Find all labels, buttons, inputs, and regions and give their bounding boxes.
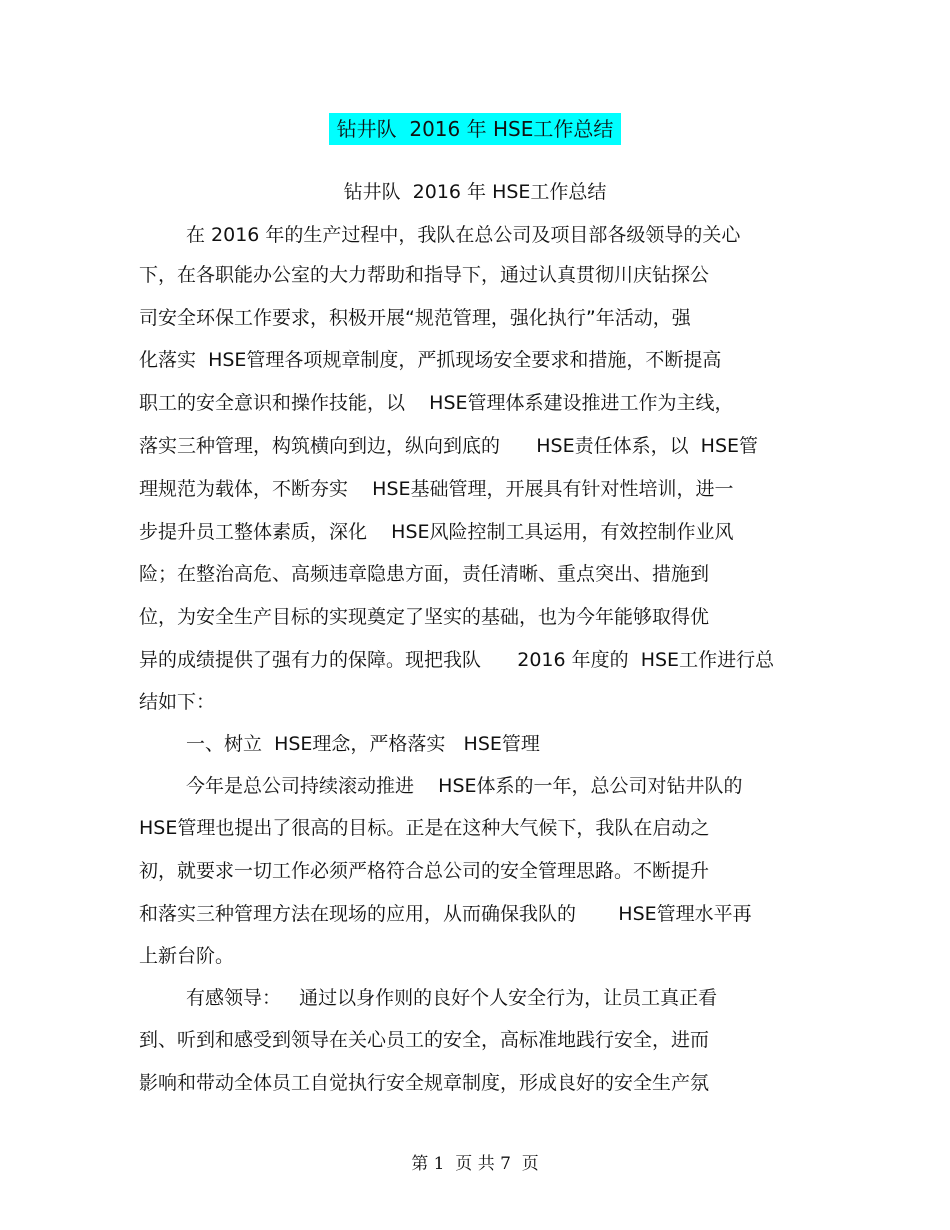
paragraph-line: 在 2016 年的生产过程中，我队在总公司及项目部各级领导的关心 [186,224,741,246]
paragraph-line: 和落实三种管理方法在现场的应用，从而确保我队的 HSE管理水平再 [139,903,752,925]
paragraph-line: 步提升员工整体素质，深化 HSE风险控制工具运用，有效控制作业风 [139,521,734,543]
page-footer: 第 1 页 共 7 页 [411,1154,539,1174]
paragraph-line: 影响和带动全体员工自觉执行安全规章制度，形成良好的安全生产氛 [139,1072,710,1094]
paragraph-line: 司安全环保工作要求，积极开展“规范管理，强化执行”年活动，强 [139,307,691,329]
paragraph-line: 今年是总公司持续滚动推进 HSE体系的一年，总公司对钻井队的 [186,775,743,797]
paragraph-line: 结如下： [139,691,216,713]
document-title: 钻井队 2016 年 HSE工作总结 [329,113,622,145]
paragraph-line: 险；在整治高危、高频违章隐患方面，责任清晰、重点突出、措施到 [139,563,710,585]
paragraph-line: 初，就要求一切工作必须严格符合总公司的安全管理思路。不断提升 [139,860,710,882]
paragraph-line: 位，为安全生产目标的实现奠定了坚实的基础，也为今年能够取得优 [139,606,710,628]
document-title-container [0,113,950,145]
paragraph-line: 上新台阶。 [139,945,235,967]
paragraph-line: HSE管理也提出了很高的目标。正是在这种大气候下，我队在启动之 [139,817,710,839]
paragraph-line: 下，在各职能办公室的大力帮助和指导下，通过认真贯彻川庆钻探公 [139,264,710,286]
paragraph-line: 到、听到和感受到领导在关心员工的安全，高标准地践行安全，进而 [139,1029,710,1051]
paragraph-line: 落实三种管理，构筑横向到边，纵向到底的 HSE责任体系，以 HSE管 [139,435,759,457]
paragraph-line: 有感领导： 通过以身作则的良好个人安全行为，让员工真正看 [186,987,718,1009]
paragraph-line: 理规范为载体，不断夯实 HSE基础管理，开展具有针对性培训，进一 [139,478,734,500]
paragraph-line: 化落实 HSE管理各项规章制度，严抓现场安全要求和措施，不断提高 [139,349,722,371]
section-heading: 一、树立 HSE理念，严格落实 HSE管理 [186,733,540,755]
paragraph-line: 异的成绩提供了强有力的保障。现把我队 2016 年度的 HSE工作进行总 [139,649,775,671]
document-subtitle: 钻井队 2016 年 HSE工作总结 [343,181,607,203]
paragraph-line: 职工的安全意识和操作技能，以 HSE管理体系建设推进工作为主线， [139,392,734,414]
